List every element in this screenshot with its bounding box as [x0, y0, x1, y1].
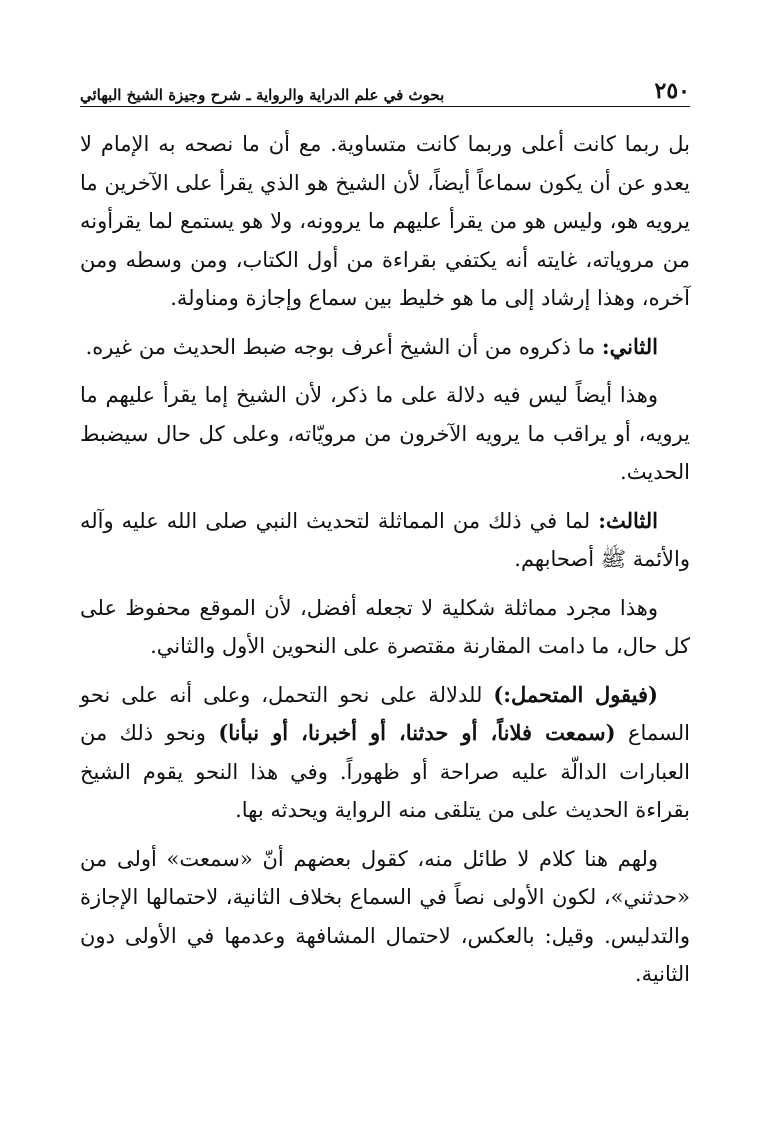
paragraph-2-lead: الثاني: [601, 333, 658, 359]
paragraph-6-lead: (فيقول المتحمل:) [493, 681, 658, 707]
paragraph-4 [80, 502, 690, 579]
paragraph-5-text: وهذا مجرد مماثلة شكلية لا تجعله أفضل، لأن الموقع محفوظ على كل حال، ما دامت المقارنة مقتصرة على النحوين الأول والثاني. [80, 595, 690, 658]
paragraph-7 [80, 840, 690, 994]
paragraph-6-text-b: ونحو ذلك من العبارات الدالّة عليه صراحة أو ظهوراً. وفي هذا النحو يقوم الشيخ بقراءة الحديث على من يتلقى منه الرواية ويحدثه بها. [80, 721, 690, 822]
header-rule [80, 106, 690, 107]
paragraph-1-text: بل ربما كانت أعلى وربما كانت متساوية. مع أن ما نصحه به الإمام لا يعدو عن أن يكون سماعاً أيضاً، لأن الشيخ هو الذي يقرأ على الآخرين ما يرويه هو، وليس هو من يقرأ عليهم ما يروونه، ولا هو يستمع لما يقرأونه من مروياته، غايته أنه يكتفي بقراءة من أول الكتاب، ومن وسطه ومن آخره، وهذا إرشاد إلى ما هو خليط بين سماع وإجازة ومناولة. [80, 132, 690, 310]
paragraph-6-text-a: للدلالة على نحو التحمل، وعلى أنه على نحو السماع [80, 682, 690, 745]
paragraph-4-lead: الثالث: [598, 507, 658, 533]
paragraph-5 [80, 589, 690, 666]
paragraph-6-phrases: (سمعت فلاناً، أو حدثنا، أو أخبرنا، أو نبأنا) [218, 720, 616, 745]
body-text [80, 125, 690, 1004]
page-header [80, 70, 690, 104]
paragraph-2 [80, 328, 690, 367]
running-title: بحوث في علم الدراية والرواية ـ شرح وجيزة الشيخ البهائي [80, 86, 445, 104]
paragraph-1 [80, 125, 690, 318]
paragraph-3-text: وهذا أيضاً ليس فيه دلالة على ما ذكر، لأن الشيخ إما يقرأ عليهم ما يرويه، أو يراقب ما يرويه الآخرون من مرويّاته، وعلى كل حال سيضبط الحديث. [80, 383, 690, 484]
page-number: ٢٥٠ [654, 78, 690, 104]
paragraph-3 [80, 376, 690, 492]
paragraph-6 [80, 676, 690, 830]
paragraph-7-text: ولهم هنا كلام لا طائل منه، كقول بعضهم أنّ «سمعت» أولى من «حدثني»، لكون الأولى نصاً في السماع بخلاف الثانية، لاحتمالها الإجازة والتدليس. وقيل: بالعكس، لاحتمال المشافهة وعدمها في الأولى دون الثانية. [80, 846, 690, 986]
paragraph-4-text: لما في ذلك من المماثلة لتحديث النبي صلى الله عليه وآله والأئمة ﷺ أصحابهم. [80, 508, 690, 571]
paragraph-2-text: ما ذكروه من أن الشيخ أعرف بوجه ضبط الحديث من غيره. [85, 334, 602, 359]
